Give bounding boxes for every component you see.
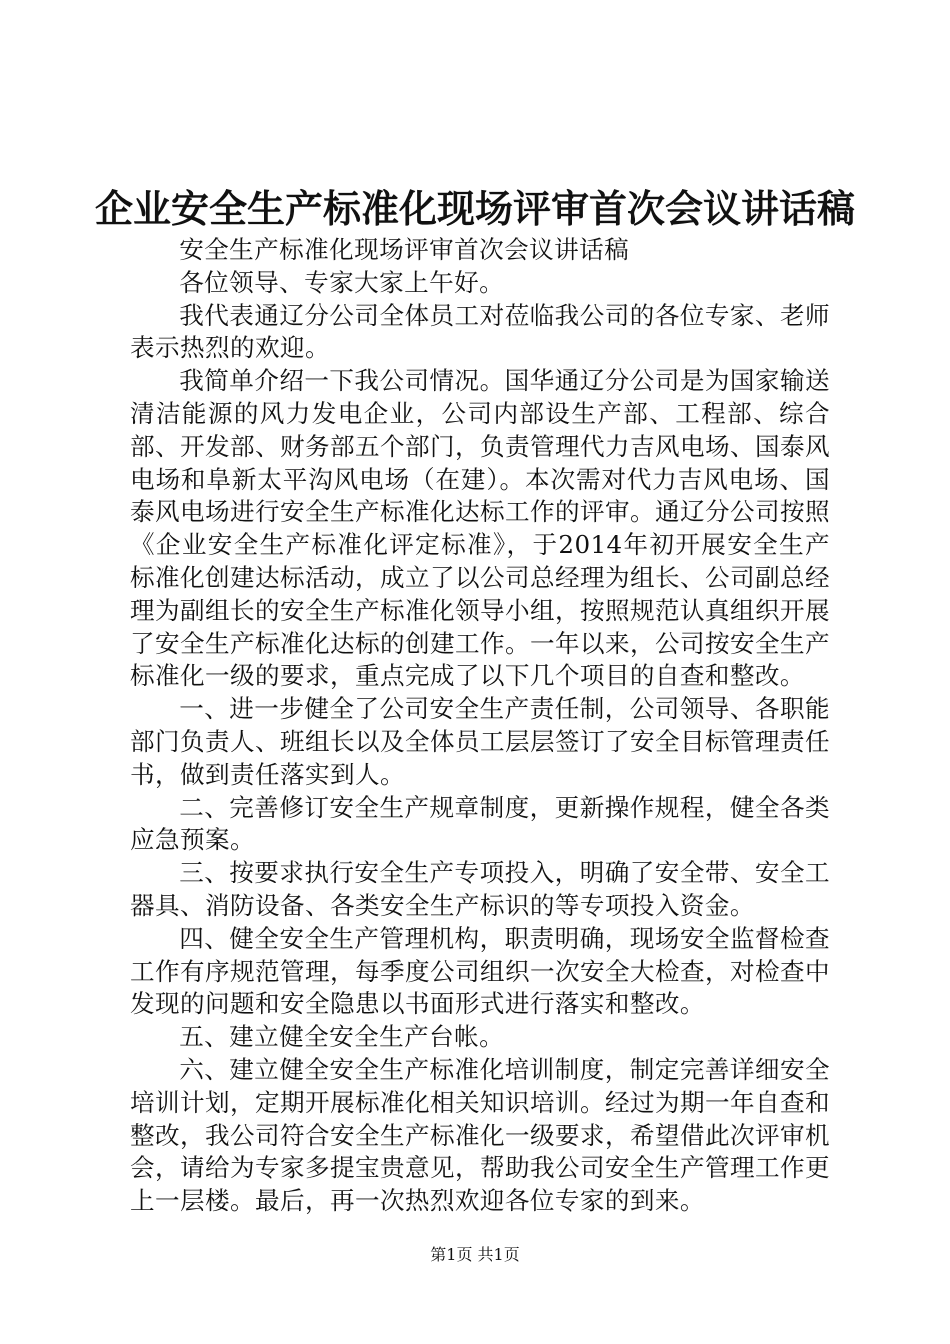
paragraph-company-intro: 我简单介绍一下我公司情况。国华通辽分公司是为国家输送清洁能源的风力发电企业，公司内部设生产部、工程部、综合部、开发部、财务部五个部门，负责管理代力吉风电场、国泰风电场和阜新太平沟风电场（在建）。本次需对代力吉风电场、国泰风电场进行安全生产标准化达标工作的评审。通辽分公司按照《企业安全生产标准化评定标准》，于2014年初开展安全生产标准化创建达标活动，成立了以公司总经理为组长、公司副总经理为副组长的安全生产标准化领导小组，按照规范认真组织开展了安全生产标准化达标的创建工作。一年以来，公司按安全生产标准化一级的要求，重点完成了以下几个项目的自查和整改。: [130, 366, 830, 691]
paragraph-item-3: 三、按要求执行安全生产专项投入，明确了安全带、安全工器具、消防设备、各类安全生产标识的等专项投入资金。: [130, 858, 830, 920]
paragraph-item-5: 五、建立健全安全生产台帐。: [179, 1022, 505, 1052]
paragraph-item-6: 六、建立健全安全生产标准化培训制度，制定完善详细安全培训计划，定期开展标准化相关知识培训。经过为期一年自查和整改，我公司符合安全生产标准化一级要求，希望借此次评审机会，请给为专家多提宝贵意见，帮助我公司安全生产管理工作更上一层楼。最后，再一次热烈欢迎各位专家的到来。: [130, 1054, 830, 1216]
paragraph-subtitle: 安全生产标准化现场评审首次会议讲话稿: [179, 235, 630, 264]
paragraph-item-1: 一、进一步健全了公司安全生产责任制，公司领导、各职能部门负责人、班组长以及全体员工层层签订了安全目标管理责任书，做到责任落实到人。: [130, 694, 830, 789]
paragraph-greeting: 各位领导、专家大家上午好。: [179, 267, 505, 297]
paragraph-item-4: 四、健全安全生产管理机构，职责明确，现场安全监督检查工作有序规范管理，每季度公司组织一次安全大检查，对检查中发现的问题和安全隐患以书面形式进行落实和整改。: [130, 923, 830, 1019]
page-number-footer: 第1页 共1页: [430, 1245, 520, 1264]
paragraph-item-2: 二、完善修订安全生产规章制度，更新操作规程，健全各类应急预案。: [130, 792, 830, 855]
paragraph-welcome: 我代表通辽分公司全体员工对莅临我公司的各位专家、老师表示热烈的欢迎。: [130, 300, 830, 363]
document-title: 企业安全生产标准化现场评审首次会议讲话稿: [94, 187, 855, 231]
document-body: [130, 234, 830, 1218]
